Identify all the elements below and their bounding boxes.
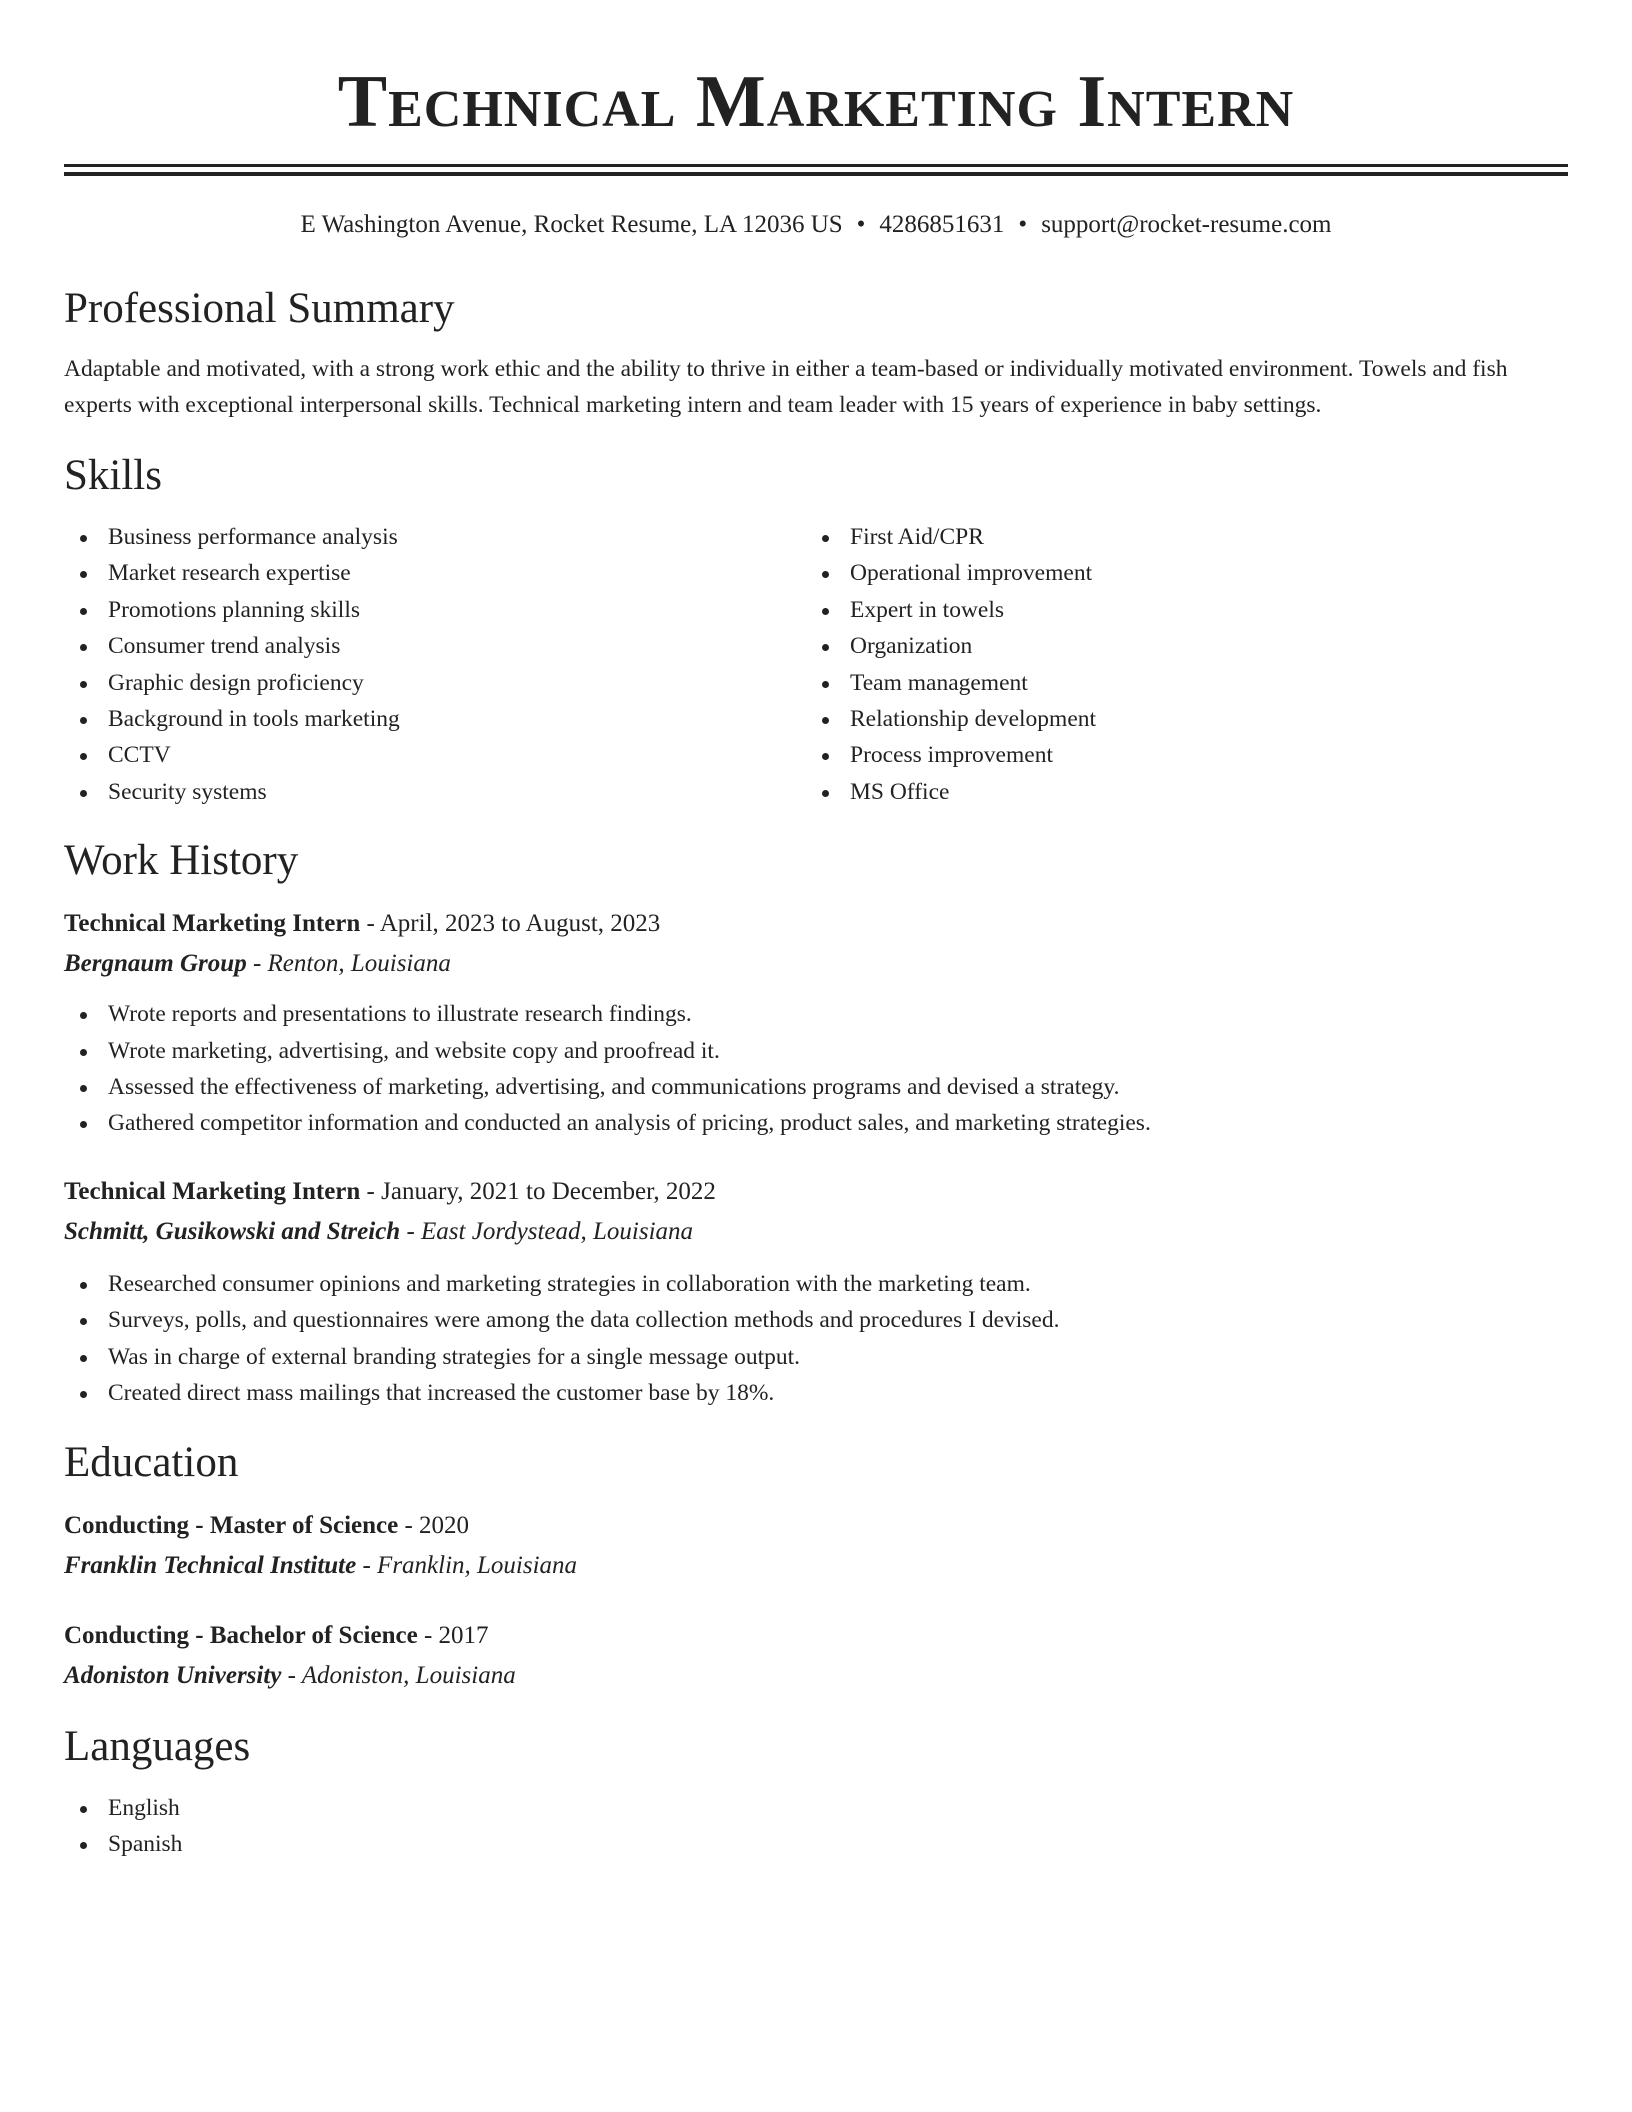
education-location: - Adoniston, Louisiana (281, 1661, 516, 1689)
education-heading: Education (64, 1438, 239, 1486)
job-bullet: Created direct mass mailings that increased the customer base by 18%. (64, 1375, 1568, 1411)
job-bullets (64, 996, 1568, 1142)
job-company-line (64, 1212, 1568, 1252)
education-degree: Conducting - Master of Science (64, 1511, 399, 1539)
skills-column-right (806, 519, 1096, 810)
job-bullet: Gathered competitor information and conducted an analysis of pricing, product sales, and marketing strategies. (64, 1105, 1568, 1141)
job-role: Technical Marketing Intern (64, 1177, 361, 1205)
skill-item: Expert in towels (806, 592, 1096, 628)
skill-item: Security systems (64, 774, 806, 810)
skills-heading: Skills (64, 452, 162, 499)
job-company-line (64, 944, 1568, 984)
resume-name: Technical Marketing Intern (337, 61, 1295, 143)
skill-item: Operational improvement (806, 555, 1096, 591)
job-bullet: Researched consumer opinions and marketing strategies in collaboration with the marketing team. (64, 1266, 1568, 1302)
skill-item: Organization (806, 628, 1096, 664)
skills-list (64, 519, 1568, 810)
language-item: English (64, 1790, 1568, 1826)
job-role: Technical Marketing Intern (64, 910, 361, 938)
skill-item: Consumer trend analysis (64, 628, 806, 664)
job-dates: - January, 2021 to December, 2022 (360, 1177, 716, 1205)
skill-item: Graphic design proficiency (64, 665, 806, 701)
skill-item: Relationship development (806, 701, 1096, 737)
job-bullets (64, 1266, 1568, 1412)
education-header (64, 1506, 1568, 1546)
education-header (64, 1616, 1568, 1656)
job-dates: - April, 2023 to August, 2023 (360, 910, 661, 938)
education-school-line (64, 1546, 1568, 1586)
skill-item: First Aid/CPR (806, 519, 1096, 555)
education-year: - 2017 (417, 1621, 489, 1649)
languages-list (64, 1790, 1568, 1863)
education-year: - 2020 (398, 1511, 470, 1539)
header-double-rule (64, 164, 1568, 176)
contact-phone: 4286851631 (879, 211, 1005, 238)
skill-item: CCTV (64, 737, 806, 773)
skill-item: Process improvement (806, 737, 1096, 773)
job-header (64, 1172, 1568, 1212)
skills-column-left (64, 519, 806, 810)
education-degree: Conducting - Bachelor of Science (64, 1621, 418, 1649)
education-school: Franklin Technical Institute (64, 1551, 357, 1579)
summary-text: Adaptable and motivated, with a strong work ethic and the ability to thrive in either a team-based or individually motivated environment. Towels and fish experts with exceptional interpersonal skills. Technical marketing intern and team leader with 15 years of experience in baby settings. (64, 356, 1508, 418)
skill-item: MS Office (806, 774, 1096, 810)
skill-item: Promotions planning skills (64, 592, 806, 628)
skill-item: Background in tools marketing (64, 701, 806, 737)
contact-address: E Washington Avenue, Rocket Resume, LA 12036 US (300, 211, 843, 238)
skill-item: Market research expertise (64, 555, 806, 591)
work-history-heading: Work History (64, 837, 299, 885)
job-bullet: Assessed the effectiveness of marketing, advertising, and communications programs and devised a strategy. (64, 1069, 1568, 1105)
job-bullet: Wrote marketing, advertising, and website copy and proofread it. (64, 1033, 1568, 1069)
job-company: Schmitt, Gusikowski and Streich (64, 1217, 401, 1245)
contact-separator: • (1018, 211, 1028, 238)
job-header (64, 904, 1568, 944)
languages-heading: Languages (64, 1722, 251, 1770)
job-company: Bergnaum Group (64, 950, 247, 978)
contact-separator: • (856, 211, 866, 238)
contact-email: support@rocket-resume.com (1041, 211, 1332, 238)
language-item: Spanish (64, 1826, 1568, 1862)
skill-item: Business performance analysis (64, 519, 806, 555)
job-location: - Renton, Louisiana (246, 950, 451, 978)
job-bullet: Wrote reports and presentations to illustrate research findings. (64, 996, 1568, 1032)
education-location: - Franklin, Louisiana (356, 1551, 578, 1579)
job-location: - East Jordystead, Louisiana (400, 1217, 694, 1245)
summary-heading: Professional Summary (64, 285, 455, 332)
skill-item: Team management (806, 665, 1096, 701)
contact-line (64, 210, 1568, 240)
education-school-line (64, 1656, 1568, 1696)
job-bullet: Was in charge of external branding strategies for a single message output. (64, 1339, 1568, 1375)
job-bullet: Surveys, polls, and questionnaires were among the data collection methods and procedures I devised. (64, 1302, 1568, 1338)
education-school: Adoniston University (64, 1661, 282, 1689)
